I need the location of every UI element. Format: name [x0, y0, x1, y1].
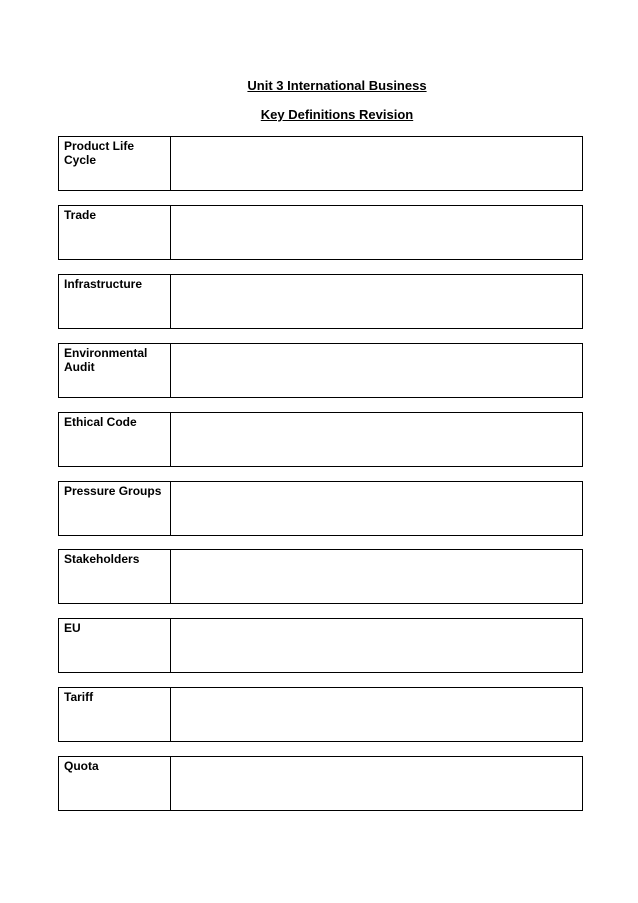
- definition-row: [58, 343, 583, 398]
- definition-answer-cell[interactable]: [171, 137, 582, 190]
- definition-answer-cell[interactable]: [171, 206, 582, 259]
- definition-row: [58, 549, 583, 604]
- definition-answer-cell[interactable]: [171, 344, 582, 397]
- term-cell: Product Life Cycle: [59, 137, 171, 190]
- definition-row: [58, 205, 583, 260]
- term-cell: Infrastructure: [59, 275, 171, 328]
- definition-answer-cell[interactable]: [171, 482, 582, 535]
- term-cell: Tariff: [59, 688, 171, 741]
- term-cell: Quota: [59, 757, 171, 810]
- definition-answer-cell[interactable]: [171, 757, 582, 810]
- term-cell: Trade: [59, 206, 171, 259]
- definition-answer-cell[interactable]: [171, 413, 582, 466]
- definition-row: [58, 412, 583, 467]
- definition-row: [58, 274, 583, 329]
- definition-row: [58, 136, 583, 191]
- definition-row: [58, 756, 583, 811]
- document-title: Unit 3 International Business: [247, 78, 427, 93]
- document-subtitle: Key Definitions Revision: [260, 107, 414, 122]
- definition-row: [58, 481, 583, 536]
- term-cell: EU: [59, 619, 171, 672]
- definition-answer-cell[interactable]: [171, 550, 582, 603]
- term-cell: Stakeholders: [59, 550, 171, 603]
- definition-answer-cell[interactable]: [171, 688, 582, 741]
- term-cell: Pressure Groups: [59, 482, 171, 535]
- definition-answer-cell[interactable]: [171, 619, 582, 672]
- definition-answer-cell[interactable]: [171, 275, 582, 328]
- definition-row: [58, 687, 583, 742]
- definition-row: [58, 618, 583, 673]
- term-cell: Ethical Code: [59, 413, 171, 466]
- term-cell: Environmental Audit: [59, 344, 171, 397]
